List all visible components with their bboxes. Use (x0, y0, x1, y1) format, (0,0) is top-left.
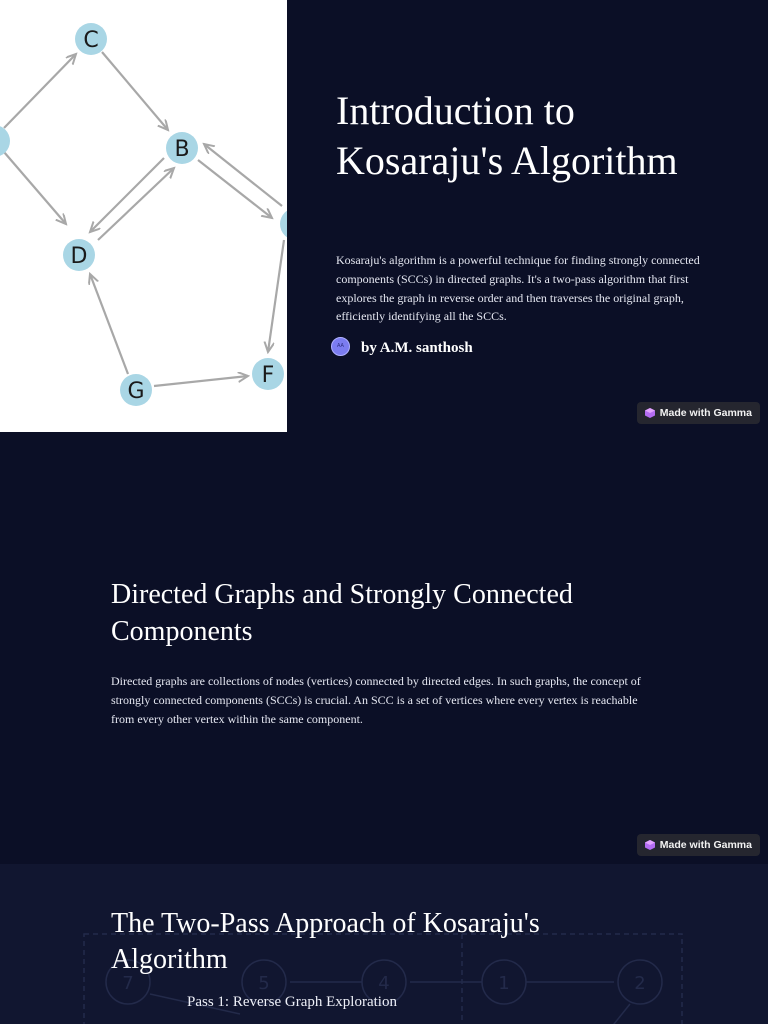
author-name: by A.M. santhosh (361, 339, 473, 356)
gamma-logo-icon (645, 408, 655, 418)
made-with-gamma-button[interactable] (637, 834, 760, 856)
edge-b-d (90, 158, 164, 232)
bg-node-label-1: 1 (498, 973, 510, 994)
bg-node-label-5: 5 (258, 973, 270, 994)
intro-description: Kosaraju's algorithm is a powerful technique for finding strongly connected components (SCCs) in directed graphs. It's a two-pass algorithm that first explores the graph in reverse order and then traverses the original graph, efficiently identifying all the SCCs. (336, 253, 700, 324)
graph-node-e (280, 208, 287, 240)
section-title: The Two-Pass Approach of Kosaraju's Algorithm (111, 908, 540, 975)
badge-label: Made with Gamma (659, 839, 752, 851)
section-title: Directed Graphs and Strongly Connected Components (111, 579, 573, 647)
edge-a-d (4, 152, 66, 224)
node-label-d: D (70, 244, 88, 269)
section-description: Directed graphs are collections of nodes (vertices) connected by directed edges. In such graphs, the concept of strongly connected components (SCCs) is crucial. An SCC is a set of vertices where every vertex is reachable from every other vertex within the same component. (111, 674, 641, 727)
edge-d-b (98, 168, 174, 240)
slide-two-pass (0, 864, 768, 1024)
slide-intro (0, 0, 768, 432)
node-label-f: F (261, 363, 275, 388)
slide-directed-graphs (0, 432, 768, 864)
gamma-logo-icon (645, 840, 655, 850)
edge-c-b (102, 52, 168, 130)
node-label-b: B (174, 137, 190, 162)
made-with-gamma-button[interactable] (637, 402, 760, 424)
node-label-c: C (83, 28, 99, 53)
author-byline (331, 336, 473, 356)
edge-e-f (268, 240, 284, 352)
graph-illustration (0, 0, 287, 432)
bg-node-label-7: 7 (122, 973, 134, 994)
title-line-2: Kosaraju's Algorithm (336, 138, 678, 183)
avatar: AA (331, 337, 350, 356)
title-line-1: Introduction to (336, 88, 575, 133)
edge-g-d (90, 274, 128, 374)
directed-graph (0, 0, 287, 432)
bg-edge-2-down (610, 1004, 630, 1024)
bg-node-label-2: 2 (634, 973, 646, 994)
pass-1-label: Pass 1: Reverse Graph Exploration (187, 994, 397, 1010)
page-title (336, 86, 736, 186)
edge-g-f (154, 376, 248, 386)
edge-a-c (4, 54, 76, 128)
bg-node-label-4: 4 (378, 973, 390, 994)
graph-node-a (0, 125, 10, 157)
badge-label: Made with Gamma (659, 407, 752, 419)
node-label-g: G (127, 379, 145, 404)
